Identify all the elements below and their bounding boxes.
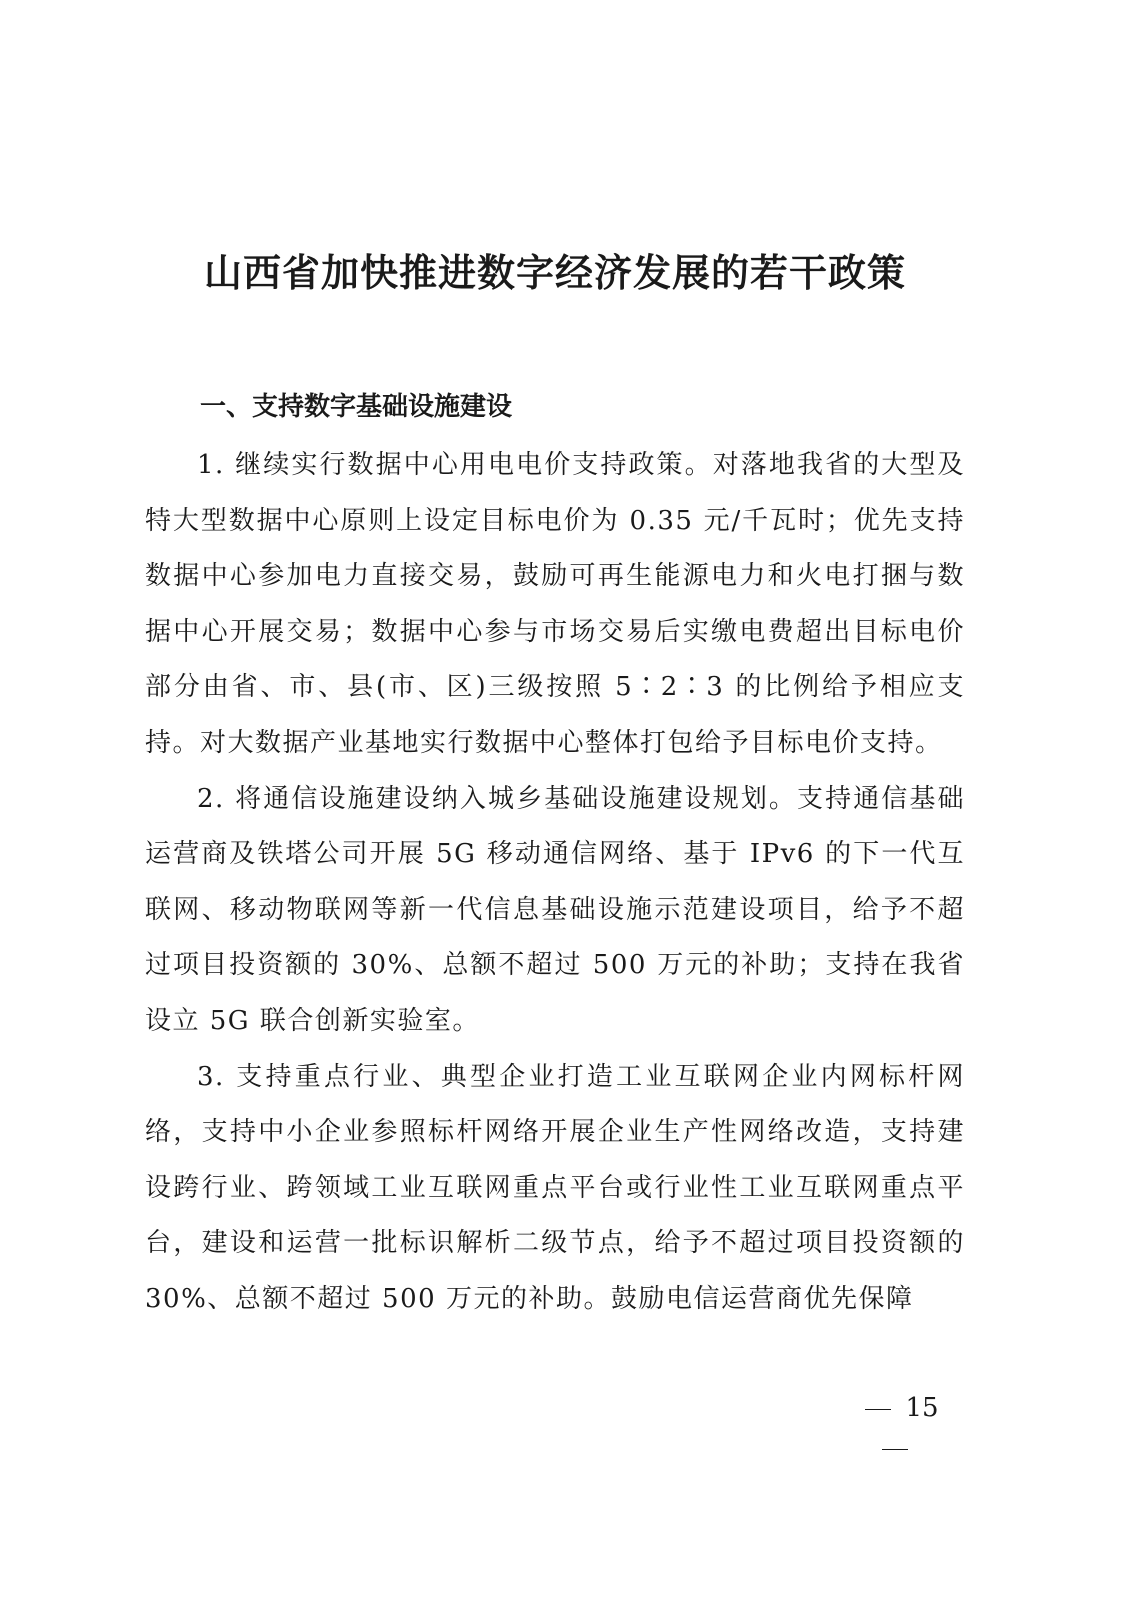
document-title: 山西省加快推进数字经济发展的若干政策 xyxy=(203,250,906,295)
paragraph-3: 3. 支持重点行业、典型企业打造工业互联网企业内网标杆网络，支持中小企业参照标杆网络开展企业生产性网络改造，支持建设跨行业、跨领域工业互联网重点平台或行业性工业互联网重点平台，建设和运营一批标识解析二级节点，给予不超过项目投资额的 30%、总额不超过 500 万元的补助。鼓励电信运营商优先保障 xyxy=(145,1061,965,1314)
section-heading: 一、支持数字基础设施建设 xyxy=(200,392,513,422)
dash-right xyxy=(882,1449,908,1450)
page-number: 15 xyxy=(905,1393,939,1423)
page-footer xyxy=(830,1388,960,1468)
paragraph-2: 2. 将通信设施建设纳入城乡基础设施建设规划。支持通信基础运营商及铁塔公司开展 5G 移动通信网络、基于 IPv6 的下一代互联网、移动物联网等新一代信息基础设施示范建设项目，给予不超过项目投资额的 30%、总额不超过 500 万元的补助；支持在我省设立 5G 联合创新实验室。 xyxy=(145,783,965,1036)
dash-left xyxy=(865,1409,891,1410)
paragraph-1: 1. 继续实行数据中心用电电价支持政策。对落地我省的大型及特大型数据中心原则上设定目标电价为 0.35 元/千瓦时；优先支持数据中心参加电力直接交易，鼓励可再生能源电力和火电打捆与数据中心开展交易；数据中心参与市场交易后实缴电费超出目标电价部分由省、市、县(市、区)三级按照 5∶2∶3 的比例给予相应支持。对大数据产业基地实行数据中心整体打包给予目标电价支持。 xyxy=(145,450,965,758)
body-text xyxy=(145,438,965,1328)
